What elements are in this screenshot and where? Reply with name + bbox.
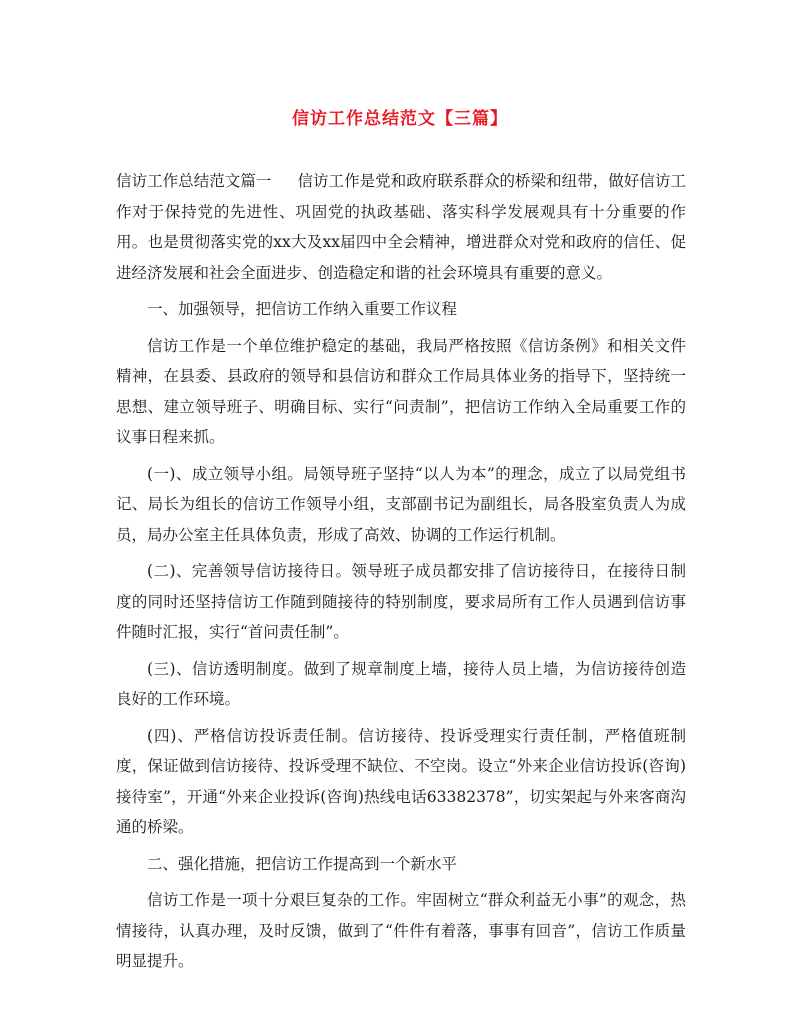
paragraph-5: (四)、严格信访投诉责任制。信访接待、投诉受理实行责任制，严格值班制度，保证做到信访接待、投诉受理不缺位、不空岗。设立“外来企业信访投诉(咨询)接待室”，开通“外来企业投诉(咨询)热线电话63382378”，切实架起与外来客商沟通的桥梁。 [116,726,686,836]
document-title: 信访工作总结范文【三篇】 [292,109,508,129]
section-heading-2: 二、强化措施，把信访工作提高到一个新水平 [147,854,458,873]
section-heading-1: 一、加强领导，把信访工作纳入重要工作议程 [147,300,458,318]
intro-paragraph [116,166,686,288]
paragraph-1: 信访工作是一个单位维护稳定的基础，我局严格按照《信访条例》和相关文件精神，在县委、县政府的领导和县信访和群众工作局具体业务的指导下，坚持统一思想、建立领导班子、明确目标、实行“问责制”，把信访工作纳入全局重要工作的议事日程来抓。 [116,336,686,446]
intro-text: 信访工作是党和政府联系群众的桥梁和纽带，做好信访工作对于保持党的先进性、巩固党的执政基础、落实科学发展观具有十分重要的作用。也是贯彻落实党的xx大及xx届四中全会精神，增进群众对党和政府的信任、促进经济发展和社会全面进步、创造稳定和谐的社会环境具有重要的意义。 [116,172,686,282]
document-body [116,166,686,983]
paragraph-4: (三)、信访透明制度。做到了规章制度上墙，接待人员上墙，为信访接待创造良好的工作环境。 [116,659,686,708]
paragraph-2: (一)、成立领导小组。局领导班子坚持“以人为本”的理念，成立了以局党组书记、局长为组长的信访工作领导小组，支部副书记为副组长，局各股室负责人为成员，局办公室主任具体负责，形成了高效、协调的工作运行机制。 [116,464,686,544]
paragraph-3: (二)、完善领导信访接待日。领导班子成员都安排了信访接待日，在接待日制度的同时还坚持信访工作随到随接待的特别制度，要求局所有工作人员遇到信访事件随时汇报，实行“首问责任制”。 [116,562,686,641]
intro-heading: 信访工作总结范文篇一 [116,172,272,190]
paragraph-6: 信访工作是一项十分艰巨复杂的工作。牢固树立“群众利益无小事”的观念，热情接待，认真办理，及时反馈，做到了“件件有着落，事事有回音”，信访工作质量明显提升。 [116,891,686,970]
